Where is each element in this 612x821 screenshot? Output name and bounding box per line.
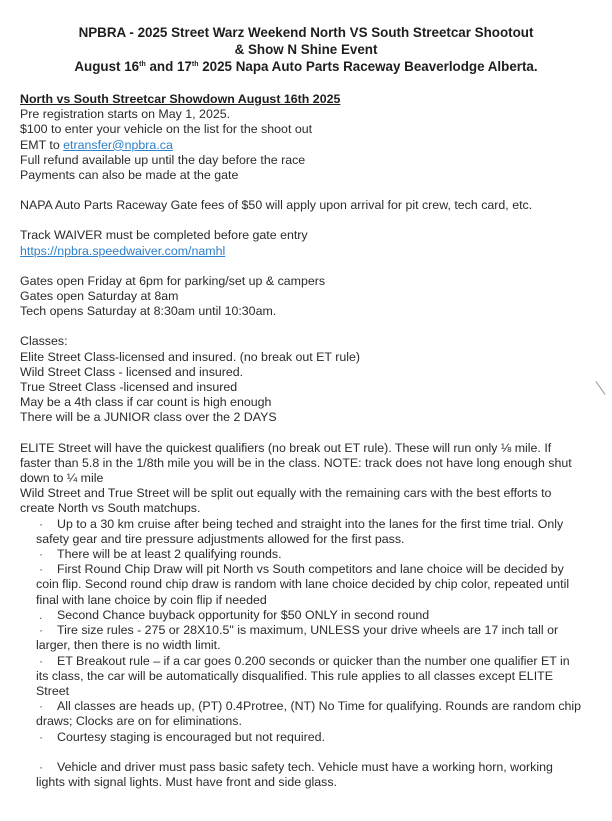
elite-paragraph: ELITE Street will have the quickest qualifiers (no break out ET rule). These will run only ⅛ mile. If faster than 5.8 in the 1/8th mile you will be in the class. NOTE: track does not have long enough shut down to ¼ mile <box>20 440 572 486</box>
section-heading: North vs South Streetcar Showdown August 16th 2025 <box>20 92 341 106</box>
date-sup2: th <box>191 61 199 68</box>
class-item: May be a 4th class if car count is high enough <box>20 395 272 410</box>
date-sup1: th <box>139 61 146 68</box>
bullet-marker: . <box>39 607 43 622</box>
header-title-line1: NPBRA - 2025 Street Warz Weekend North VS South Streetcar Shootout <box>78 25 534 40</box>
pre-registration-text: Pre registration starts on May 1, 2025. <box>20 107 231 122</box>
refund-text: Full refund available up until the day before the race <box>20 152 306 167</box>
emt-prefix: EMT to <box>20 137 64 152</box>
waiver-text: Track WAIVER must be completed before gate entry <box>20 228 308 243</box>
bullet-marker: · <box>39 562 44 577</box>
rule-item: · All classes are heads up, (PT) 0.4Protree, (NT) No Time for qualifying. Rounds are random chip draws; Clocks are on for eliminations. <box>36 699 582 729</box>
bullet-marker: · <box>39 699 44 714</box>
date-part1: August 16 <box>74 59 140 74</box>
document-body <box>20 92 600 790</box>
gate-fees-text: NAPA Auto Parts Raceway Gate fees of $50 will apply upon arrival for pit crew, tech card, etc. <box>20 198 533 213</box>
payments-text: Payments can also be made at the gate <box>20 168 239 183</box>
split-paragraph: Wild Street and True Street will be split out equally with the remaining cars with the best efforts to create North vs South matchups. <box>20 486 552 516</box>
rule-item: · First Round Chip Draw will pit North vs South competitors and lane choice will be decided by coin flip. Second round chip draw is random with lane choice decided by chip color, repeated until final with lane choice by coin flip if needed <box>36 562 570 607</box>
rule-item: · ET Breakout rule – if a car goes 0.200 seconds or quicker than the number one qualifier ET in its class, the car will be automatically disqualified. This rule applies to all classes except ELITE Street <box>36 653 570 698</box>
bullet-marker: · <box>39 547 44 562</box>
header-date-location <box>0 58 612 75</box>
emt-line <box>20 138 600 153</box>
header-title-line2: & Show N Shine Event <box>234 42 378 57</box>
classes-title: Classes: <box>20 334 68 349</box>
schedule-tech: Tech opens Saturday at 8:30am until 10:30am. <box>20 304 277 319</box>
schedule-friday: Gates open Friday at 6pm for parking/set up & campers <box>20 273 326 288</box>
rule-item: · Tire size rules - 275 or 28X10.5" is maximum, UNLESS your drive wheels are 17 inch tall or larger, then there is no width limit. <box>36 623 559 653</box>
bullet-marker: · <box>39 729 44 744</box>
rule-item: · There will be at least 2 qualifying rounds. <box>36 547 584 562</box>
bullet-marker: · <box>39 516 44 531</box>
rule-item: · Courtesy staging is encouraged but not required. <box>36 730 584 745</box>
class-item: True Street Class -licensed and insured <box>20 380 238 395</box>
bullet-marker: · <box>39 653 44 668</box>
bullet-marker: · <box>39 623 44 638</box>
rule-item: . Second Chance buyback opportunity for $50 ONLY in second round <box>36 608 584 623</box>
rule-item: · Up to a 30 km cruise after being teched and straight into the lanes for the first time trial. Only safety gear and tire pressure adjustments allowed for the first pass. <box>36 516 564 546</box>
bullet-marker: · <box>39 759 44 774</box>
date-part2: and 17 <box>145 59 192 74</box>
class-item: Elite Street Class-licensed and insured. (no break out ET rule) <box>20 349 360 364</box>
waiver-link[interactable]: https://npbra.speedwaiver.com/namhl <box>20 243 226 258</box>
entry-fee-text: $100 to enter your vehicle on the list for the shoot out <box>20 122 313 137</box>
document-header <box>0 24 612 75</box>
class-item: There will be a JUNIOR class over the 2 DAYS <box>20 410 277 425</box>
schedule-saturday: Gates open Saturday at 8am <box>20 289 179 304</box>
class-item: Wild Street Class - licensed and insured. <box>20 364 244 379</box>
rules-list <box>36 517 584 790</box>
safety-rule-item: · Vehicle and driver must pass basic safety tech. Vehicle must have a working horn, working lights with signal lights. Must have front and side glass. <box>36 759 553 789</box>
etransfer-email-link[interactable]: etransfer@npbra.ca <box>63 137 173 152</box>
date-part3: 2025 Napa Auto Parts Raceway Beaverlodge Alberta. <box>198 59 538 74</box>
